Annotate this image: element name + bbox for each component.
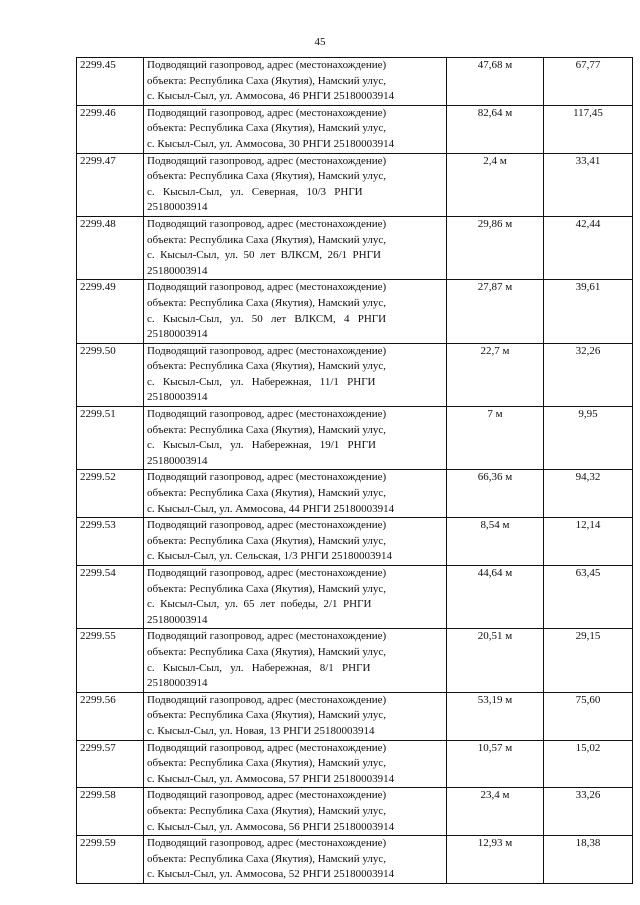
description-line: объекта: Республика Саха (Якутия), Намский улус, [147, 170, 386, 183]
object-description [144, 518, 447, 566]
description-line: объекта: Республика Саха (Якутия), Намский улус, [147, 122, 386, 135]
pipeline-length: 22,7 м [447, 343, 544, 406]
description-line: с. Кысыл-Сыл, ул. Аммосова, 56 РНГИ 25180003914 [147, 820, 395, 833]
table-row [77, 518, 633, 566]
description-line: с. Кысыл-Сыл, ул. Аммосова, 30 РНГИ 25180003914 [147, 137, 395, 150]
description-line: 25180003914 [147, 264, 208, 277]
row-number: 2299.58 [77, 788, 144, 836]
value-cell: 12,14 [544, 518, 633, 566]
row-number: 2299.49 [77, 280, 144, 343]
row-number: 2299.47 [77, 153, 144, 216]
row-number: 2299.46 [77, 105, 144, 153]
object-description [144, 566, 447, 629]
description-line: с. Кысыл-Сыл, ул. Аммосова, 57 РНГИ 25180003914 [147, 772, 395, 785]
description-line: с. Кысыл-Сыл, ул. 50 лет ВЛКСМ, 26/1 РНГИ [147, 249, 381, 262]
description-line: объекта: Республика Саха (Якутия), Намский улус, [147, 852, 386, 865]
pipeline-length: 29,86 м [447, 216, 544, 279]
description-line: 25180003914 [147, 613, 208, 626]
pipeline-length: 23,4 м [447, 788, 544, 836]
description-line: с. Кысыл-Сыл, ул. Новая, 13 РНГИ 25180003914 [147, 724, 375, 737]
row-number: 2299.56 [77, 692, 144, 740]
object-description [144, 788, 447, 836]
description-line: объекта: Республика Саха (Якутия), Намский улус, [147, 582, 386, 595]
object-description [144, 58, 447, 106]
pipeline-length: 66,36 м [447, 470, 544, 518]
value-cell: 94,32 [544, 470, 633, 518]
value-cell: 9,95 [544, 407, 633, 470]
description-line: объекта: Республика Саха (Якутия), Намский улус, [147, 645, 386, 658]
object-description [144, 470, 447, 518]
table-row [77, 343, 633, 406]
object-description [144, 407, 447, 470]
table-row [77, 566, 633, 629]
description-line: с. Кысыл-Сыл, ул. Аммосова, 52 РНГИ 25180003914 [147, 868, 395, 881]
row-number: 2299.50 [77, 343, 144, 406]
value-cell: 15,02 [544, 740, 633, 788]
description-line: 25180003914 [147, 391, 208, 404]
value-cell: 67,77 [544, 58, 633, 106]
description-line: 25180003914 [147, 677, 208, 690]
object-description [144, 692, 447, 740]
description-line: Подводящий газопровод, адрес (местонахождение) [147, 630, 387, 643]
pipeline-length: 12,93 м [447, 836, 544, 884]
description-line: 25180003914 [147, 328, 208, 341]
description-line: с. Кысыл-Сыл, ул. 50 лет ВЛКСМ, 4 РНГИ [147, 312, 387, 325]
object-description [144, 280, 447, 343]
object-description [144, 836, 447, 884]
table-row [77, 692, 633, 740]
description-line: объекта: Республика Саха (Якутия), Намский улус, [147, 534, 386, 547]
row-number: 2299.48 [77, 216, 144, 279]
description-line: Подводящий газопровод, адрес (местонахождение) [147, 519, 387, 532]
table-row [77, 407, 633, 470]
pipeline-length: 27,87 м [447, 280, 544, 343]
table-row [77, 280, 633, 343]
description-line: с. Кысыл-Сыл, ул. Сельская, 1/3 РНГИ 25180003914 [147, 550, 393, 563]
value-cell: 32,26 [544, 343, 633, 406]
pipeline-length: 7 м [447, 407, 544, 470]
property-table [76, 57, 633, 884]
table-row [77, 788, 633, 836]
pipeline-length: 8,54 м [447, 518, 544, 566]
description-line: объекта: Республика Саха (Якутия), Намский улус, [147, 487, 386, 500]
description-line: Подводящий газопровод, адрес (местонахождение) [147, 217, 387, 230]
value-cell: 29,15 [544, 629, 633, 692]
description-line: объекта: Республика Саха (Якутия), Намский улус, [147, 804, 386, 817]
value-cell: 42,44 [544, 216, 633, 279]
row-number: 2299.59 [77, 836, 144, 884]
row-number: 2299.52 [77, 470, 144, 518]
description-line: объекта: Республика Саха (Якутия), Намский улус, [147, 423, 386, 436]
description-line: с. Кысыл-Сыл, ул. Северная, 10/3 РНГИ [147, 185, 363, 198]
row-number: 2299.55 [77, 629, 144, 692]
table-row [77, 629, 633, 692]
row-number: 2299.51 [77, 407, 144, 470]
description-line: объекта: Республика Саха (Якутия), Намский улус, [147, 709, 386, 722]
value-cell: 33,26 [544, 788, 633, 836]
value-cell: 39,61 [544, 280, 633, 343]
description-line: Подводящий газопровод, адрес (местонахождение) [147, 741, 387, 754]
value-cell: 63,45 [544, 566, 633, 629]
description-line: с. Кысыл-Сыл, ул. Набережная, 8/1 РНГИ [147, 661, 371, 674]
row-number: 2299.45 [77, 58, 144, 106]
value-cell: 117,45 [544, 105, 633, 153]
object-description [144, 629, 447, 692]
description-line: с. Кысыл-Сыл, ул. Аммосова, 46 РНГИ 25180003914 [147, 90, 395, 103]
description-line: объекта: Республика Саха (Якутия), Намский улус, [147, 233, 386, 246]
description-line: Подводящий газопровод, адрес (местонахождение) [147, 408, 387, 421]
description-line: с. Кысыл-Сыл, ул. Набережная, 11/1 РНГИ [147, 375, 376, 388]
pipeline-length: 2,4 м [447, 153, 544, 216]
row-number: 2299.54 [77, 566, 144, 629]
description-line: объекта: Республика Саха (Якутия), Намский улус, [147, 296, 386, 309]
table-row [77, 740, 633, 788]
description-line: с. Кысыл-Сыл, ул. Набережная, 19/1 РНГИ [147, 439, 376, 452]
pipeline-length: 53,19 м [447, 692, 544, 740]
table-row [77, 153, 633, 216]
object-description [144, 343, 447, 406]
description-line: объекта: Республика Саха (Якутия), Намский улус, [147, 74, 386, 87]
object-description [144, 105, 447, 153]
page-number: 45 [314, 36, 326, 48]
pipeline-length: 44,64 м [447, 566, 544, 629]
value-cell: 18,38 [544, 836, 633, 884]
table-row [77, 836, 633, 884]
description-line: Подводящий газопровод, адрес (местонахождение) [147, 789, 387, 802]
description-line: Подводящий газопровод, адрес (местонахождение) [147, 471, 387, 484]
description-line: объекта: Республика Саха (Якутия), Намский улус, [147, 360, 386, 373]
description-line: Подводящий газопровод, адрес (местонахождение) [147, 837, 387, 850]
pipeline-length: 82,64 м [447, 105, 544, 153]
table-body [77, 58, 633, 884]
description-line: Подводящий газопровод, адрес (местонахождение) [147, 693, 387, 706]
description-line: с. Кысыл-Сыл, ул. Аммосова, 44 РНГИ 25180003914 [147, 502, 395, 515]
table-row [77, 216, 633, 279]
description-line: Подводящий газопровод, адрес (местонахождение) [147, 59, 387, 71]
description-line: Подводящий газопровод, адрес (местонахождение) [147, 281, 387, 294]
description-line: Подводящий газопровод, адрес (местонахождение) [147, 154, 387, 167]
table-row [77, 470, 633, 518]
table-row [77, 58, 633, 106]
row-number: 2299.53 [77, 518, 144, 566]
description-line: Подводящий газопровод, адрес (местонахождение) [147, 106, 387, 119]
description-line: Подводящий газопровод, адрес (местонахождение) [147, 567, 387, 579]
object-description [144, 216, 447, 279]
description-line: с. Кысыл-Сыл, ул. 65 лет победы, 2/1 РНГИ [147, 598, 372, 611]
pipeline-length: 47,68 м [447, 58, 544, 106]
description-line: 25180003914 [147, 454, 208, 467]
description-line: объекта: Республика Саха (Якутия), Намский улус, [147, 757, 386, 770]
row-number: 2299.57 [77, 740, 144, 788]
value-cell: 33,41 [544, 153, 633, 216]
object-description [144, 740, 447, 788]
object-description [144, 153, 447, 216]
value-cell: 75,60 [544, 692, 633, 740]
pipeline-length: 20,51 м [447, 629, 544, 692]
table-row [77, 105, 633, 153]
description-line: 25180003914 [147, 201, 208, 214]
description-line: Подводящий газопровод, адрес (местонахождение) [147, 344, 387, 357]
pipeline-length: 10,57 м [447, 740, 544, 788]
